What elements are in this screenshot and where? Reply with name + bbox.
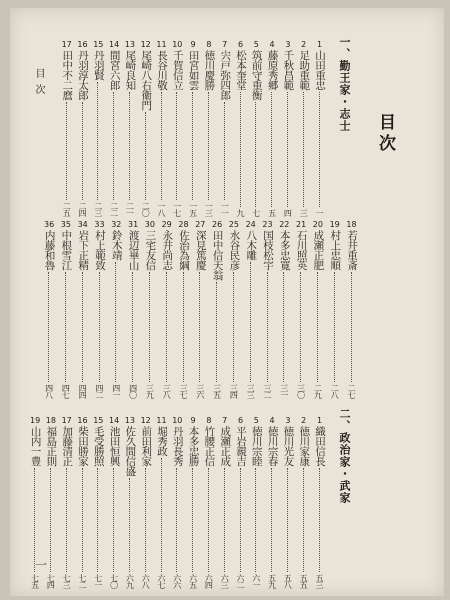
entry-number: 18 — [45, 416, 56, 425]
entry-number: 26 — [212, 220, 223, 229]
toc-entry[interactable] — [142, 220, 157, 398]
toc-entry[interactable] — [28, 416, 43, 588]
entry-name: 佐久間信盛 — [124, 426, 137, 476]
entry-name: 松本奎堂 — [235, 50, 247, 90]
entry-name: 中根雪江 — [60, 230, 73, 270]
entry-number: 3 — [285, 416, 291, 425]
dot-leader — [334, 272, 336, 382]
entry-page: 七〇 — [109, 574, 119, 588]
toc-entry[interactable] — [312, 40, 327, 216]
entry-name: 柴田勝家 — [77, 426, 89, 466]
dot-leader — [34, 468, 36, 572]
toc-entry[interactable] — [280, 416, 295, 588]
entry-number: 12 — [140, 40, 151, 49]
entry-name: 村上範致 — [94, 230, 106, 270]
dot-leader — [50, 468, 52, 572]
toc-entry[interactable] — [243, 220, 258, 398]
entry-page: 一一 — [220, 202, 230, 216]
page-number: 一 — [35, 558, 48, 572]
dot-leader — [319, 468, 321, 572]
toc-entry[interactable] — [58, 220, 73, 398]
entry-number: 17 — [61, 416, 72, 425]
entry-name: 鈴木靖 — [110, 230, 123, 260]
entry-page: 二三 — [93, 202, 103, 216]
entry-number: 8 — [206, 416, 212, 425]
toc-entry[interactable] — [75, 220, 90, 398]
toc-entry[interactable] — [75, 416, 90, 588]
dot-leader — [224, 468, 226, 572]
toc-entry[interactable] — [170, 40, 185, 216]
dot-leader — [176, 468, 178, 572]
entry-name: 徳川家康 — [298, 426, 311, 466]
toc-entry[interactable] — [154, 40, 169, 216]
entry-name: 藤原秀郷 — [266, 50, 279, 90]
entry-page: 六二 — [236, 574, 245, 588]
entry-name: 前田利家 — [140, 426, 153, 466]
entry-page: 三七 — [179, 384, 188, 398]
entry-name: 竹腰正信 — [203, 426, 216, 466]
entry-name: 永井尚志 — [161, 230, 174, 270]
entry-name: 佐治為綱 — [178, 230, 190, 270]
toc-entry[interactable] — [217, 416, 232, 588]
entry-name: 加藤清正 — [61, 426, 74, 466]
toc-page — [10, 8, 444, 596]
toc-entry[interactable] — [122, 416, 137, 588]
entry-page: 三五 — [212, 384, 222, 398]
dot-leader — [303, 468, 305, 572]
entry-name: 徳川宗睦 — [250, 426, 263, 466]
entry-page: 六八 — [141, 574, 151, 588]
toc-entry[interactable] — [233, 40, 248, 216]
entry-number: 4 — [269, 416, 275, 425]
entry-number: 29 — [161, 220, 172, 229]
entry-name: 千秋昌範 — [282, 50, 295, 90]
dot-leader — [255, 102, 257, 207]
toc-entry[interactable] — [265, 40, 280, 216]
entry-number: 31 — [128, 220, 139, 229]
entry-name: 尾崎八右衛門 — [140, 50, 153, 110]
dot-leader — [149, 272, 151, 382]
entry-number: 9 — [190, 416, 196, 425]
toc-entry[interactable] — [138, 416, 153, 588]
entry-number: 34 — [77, 220, 88, 229]
entry-number: 1 — [316, 416, 323, 425]
toc-entry[interactable] — [327, 220, 342, 398]
entry-page: 六九 — [125, 574, 135, 588]
dot-leader — [233, 272, 235, 382]
dot-leader — [300, 272, 302, 382]
entry-name: 織田信長 — [314, 426, 326, 466]
entry-page: 五五 — [299, 574, 309, 588]
entry-name: 間宮六郎 — [108, 50, 121, 90]
toc-entry[interactable] — [193, 220, 208, 398]
entry-number: 33 — [94, 220, 105, 229]
dot-leader — [283, 272, 285, 382]
toc-entry[interactable] — [226, 220, 241, 398]
entry-page: 二五 — [62, 202, 72, 216]
entry-number: 11 — [156, 416, 167, 425]
entry-page: 六四 — [204, 574, 214, 588]
entry-number: 10 — [172, 40, 183, 49]
entry-page: 六七 — [157, 574, 166, 588]
entry-name: 本多忠寛 — [278, 230, 291, 270]
dot-leader — [82, 102, 84, 200]
entry-number: 8 — [206, 40, 212, 49]
entry-page: 七四 — [46, 574, 56, 588]
toc-entry[interactable] — [91, 416, 106, 588]
entry-page: 三四 — [229, 384, 239, 398]
entry-name: 徳川慶勝 — [203, 50, 216, 90]
entry-page: 六三 — [220, 574, 230, 588]
entry-page: 一七 — [172, 202, 182, 216]
dot-leader — [271, 92, 273, 207]
dot-leader — [176, 92, 178, 200]
toc-entry[interactable] — [249, 40, 264, 216]
entry-page: 一 — [315, 209, 324, 216]
toc-entry[interactable] — [310, 220, 325, 398]
entry-number: 5 — [253, 416, 259, 425]
entry-name: 渡辺崋山 — [127, 230, 140, 270]
toc-entry[interactable] — [217, 40, 232, 216]
entry-number: 4 — [269, 40, 275, 49]
entry-page: 七五 — [30, 574, 40, 588]
dot-leader — [240, 468, 242, 572]
entry-page: 四八 — [44, 384, 54, 398]
dot-leader — [267, 272, 269, 382]
entry-number: 1 — [316, 40, 323, 49]
dot-leader — [319, 92, 321, 207]
dot-leader — [317, 272, 319, 382]
entry-number: 24 — [245, 220, 256, 229]
entry-name: 岩下正精 — [77, 230, 90, 270]
entry-page: 二二 — [109, 202, 119, 216]
entry-number: 19 — [329, 220, 340, 229]
dot-leader — [129, 92, 131, 200]
toc-entry[interactable] — [249, 416, 264, 588]
entry-name: 長谷川敬 — [156, 50, 168, 90]
entry-page: 四七 — [61, 384, 71, 398]
dot-leader — [99, 272, 101, 382]
entry-number: 3 — [285, 40, 291, 49]
entry-page: 三三 — [246, 384, 256, 398]
entry-name: 国枝松宇 — [262, 230, 274, 270]
toc-entry[interactable] — [344, 220, 359, 398]
entry-number: 15 — [93, 416, 104, 425]
entry-number: 9 — [190, 40, 196, 49]
entry-name: 堀秀政 — [156, 426, 168, 456]
entry-page: 二〇 — [141, 202, 151, 216]
entry-page: 四四 — [78, 384, 88, 398]
dot-leader — [97, 468, 99, 572]
entry-name: 平岩親吉 — [235, 426, 247, 466]
toc-entry[interactable] — [210, 220, 225, 398]
entry-page: 六六 — [172, 574, 182, 588]
toc-entry[interactable] — [277, 220, 292, 398]
dot-leader — [129, 478, 131, 572]
entry-name: 丹羽長秀 — [171, 426, 184, 466]
entry-page: 四一 — [111, 384, 121, 398]
entry-name: 水谷民彦 — [228, 230, 241, 270]
dot-leader — [287, 468, 289, 572]
section-heading: 一、勤王家・志士 — [338, 36, 351, 132]
entry-name: 千賀信立 — [171, 50, 184, 90]
entry-page: 五三 — [315, 574, 324, 588]
entry-page: 六一 — [251, 574, 261, 588]
entry-page: 三 — [299, 209, 309, 216]
toc-entry[interactable] — [186, 40, 201, 216]
toc-entry[interactable] — [294, 220, 309, 398]
entry-number: 13 — [124, 40, 135, 49]
entry-page: 七 — [251, 209, 261, 216]
dot-leader — [224, 102, 226, 200]
dot-leader — [183, 272, 185, 382]
entry-number: 18 — [346, 220, 357, 229]
section-heading: 二、政治家・武家 — [338, 408, 351, 504]
entry-name: 徳川宗春 — [266, 426, 279, 466]
entry-name: 毛受勝照 — [92, 426, 105, 466]
entry-page: 七三 — [62, 574, 72, 588]
entry-page: 七一 — [93, 574, 103, 588]
dot-leader — [113, 468, 115, 572]
entry-page: 五九 — [267, 574, 277, 588]
entry-name: 成瀬正成 — [219, 426, 232, 466]
toc-entry[interactable] — [75, 40, 90, 216]
entry-name: 深見篤慶 — [194, 230, 207, 270]
entry-page: 二一 — [125, 202, 135, 216]
entry-number: 28 — [178, 220, 189, 229]
toc-entry[interactable] — [43, 416, 58, 588]
entry-page: 五 — [267, 209, 277, 216]
entry-name: 石川照英 — [295, 230, 308, 270]
toc-entry[interactable] — [296, 416, 311, 588]
dot-leader — [351, 272, 353, 382]
toc-entry[interactable] — [154, 416, 169, 588]
entry-number: 11 — [156, 40, 167, 49]
entry-number: 12 — [140, 416, 151, 425]
entry-page: 三九 — [145, 384, 155, 398]
dot-leader — [208, 468, 210, 572]
dot-leader — [66, 102, 68, 200]
entry-number: 7 — [222, 40, 228, 49]
entry-page: 二七 — [347, 384, 356, 398]
dot-leader — [303, 92, 305, 207]
dot-leader — [240, 92, 242, 207]
entry-number: 5 — [253, 40, 259, 49]
toc-entry[interactable] — [92, 220, 107, 398]
entry-number: 16 — [77, 40, 88, 49]
toc-entry[interactable] — [122, 40, 137, 216]
entry-name: 三宅友信 — [144, 230, 157, 270]
dot-leader — [287, 92, 289, 207]
toc-entry[interactable] — [186, 416, 201, 588]
entry-number: 32 — [111, 220, 122, 229]
toc-entry[interactable] — [176, 220, 191, 398]
entry-page: 七二 — [78, 574, 87, 588]
entry-name: 山内一豊 — [29, 426, 42, 466]
entry-page: 四 — [283, 209, 293, 216]
toc-entry[interactable] — [126, 220, 141, 398]
toc-entry[interactable] — [260, 220, 275, 398]
dot-leader — [161, 458, 163, 572]
toc-entry[interactable] — [280, 40, 295, 216]
entry-name: 丹羽淳太郎 — [77, 50, 89, 100]
entry-name: 成瀬正肥 — [312, 230, 325, 270]
entry-number: 14 — [109, 40, 120, 49]
dot-leader — [271, 468, 273, 572]
entry-page: 五八 — [283, 574, 293, 588]
entry-number: 36 — [44, 220, 55, 229]
dot-leader — [208, 92, 210, 200]
toc-entry[interactable] — [107, 416, 122, 588]
entry-name: 筑前守重衡 — [250, 50, 263, 100]
entry-name: 丹羽賢 — [92, 50, 105, 80]
entry-page: 九 — [236, 209, 245, 216]
entry-number: 6 — [237, 40, 244, 49]
dot-leader — [199, 272, 201, 382]
entry-number: 27 — [195, 220, 206, 229]
entry-name: 田中不二麿 — [61, 50, 74, 100]
dot-leader — [192, 468, 194, 572]
toc-entry[interactable] — [201, 40, 216, 216]
dot-leader — [65, 272, 67, 382]
entry-name: 村上忠順 — [329, 230, 342, 270]
entry-number: 7 — [222, 416, 228, 425]
entry-page: 四二 — [95, 384, 104, 398]
entry-number: 2 — [301, 40, 307, 49]
toc-entry[interactable] — [59, 416, 74, 588]
entry-page: 一八 — [157, 202, 166, 216]
entry-number: 23 — [262, 220, 273, 229]
dot-leader — [82, 272, 84, 382]
entry-number: 21 — [296, 220, 307, 229]
entry-number: 22 — [279, 220, 290, 229]
entry-number: 20 — [312, 220, 323, 229]
dot-leader — [97, 82, 99, 200]
entry-page: 二八 — [330, 384, 340, 398]
toc-entry[interactable] — [91, 40, 106, 216]
entry-page: 二四 — [78, 202, 87, 216]
dot-leader — [250, 262, 252, 382]
toc-entry[interactable] — [159, 220, 174, 398]
toc-entry[interactable] — [265, 416, 280, 588]
dot-leader — [192, 92, 194, 200]
dot-leader — [145, 468, 147, 572]
entry-name: 足助重範 — [298, 50, 311, 90]
entry-name: 福島正則 — [45, 426, 58, 466]
toc-entry[interactable] — [59, 40, 74, 216]
entry-page: 一五 — [188, 202, 198, 216]
entry-number: 19 — [30, 416, 41, 425]
toc-entry[interactable] — [138, 40, 153, 216]
entry-page: 三二 — [263, 384, 272, 398]
entry-number: 35 — [60, 220, 71, 229]
dot-leader — [166, 272, 168, 382]
dot-leader — [113, 92, 115, 200]
toc-entry[interactable] — [107, 40, 122, 216]
entry-number: 6 — [237, 416, 244, 425]
entry-name: 本多忠勝 — [187, 426, 200, 466]
entry-name: 徳川光友 — [282, 426, 295, 466]
entry-name: 田中信天翁 — [211, 230, 224, 280]
dot-leader — [48, 272, 50, 382]
entry-name: 山田重忠 — [314, 50, 326, 90]
entry-name: 内藤和魯 — [43, 230, 56, 270]
toc-entry[interactable] — [312, 416, 327, 588]
entry-page: 三六 — [195, 384, 205, 398]
entry-name: 田宮如雲 — [187, 50, 200, 90]
toc-entry[interactable] — [201, 416, 216, 588]
entry-number: 30 — [144, 220, 155, 229]
entry-name: 尾崎良知 — [124, 50, 137, 90]
entry-name: 若井重斎 — [346, 230, 358, 270]
entry-page: 一三 — [204, 202, 214, 216]
dot-leader — [216, 282, 218, 382]
entry-name: 宍戸弥四郎 — [219, 50, 232, 100]
entry-page: 三八 — [162, 384, 172, 398]
entry-number: 25 — [228, 220, 239, 229]
dot-leader — [132, 272, 134, 382]
entry-page: 四〇 — [128, 384, 138, 398]
entry-page: 三〇 — [296, 384, 306, 398]
page-title: 目次 — [375, 113, 395, 155]
entry-number: 2 — [301, 416, 307, 425]
entry-number: 16 — [77, 416, 88, 425]
toc-entry[interactable] — [42, 220, 57, 398]
entry-name: 八木雕 — [245, 230, 258, 260]
entry-page: 二九 — [313, 384, 323, 398]
dot-leader — [161, 92, 163, 200]
toc-entry[interactable] — [109, 220, 124, 398]
entry-page: 六五 — [188, 574, 198, 588]
dot-leader — [255, 468, 257, 572]
entry-name: 池田恒興 — [108, 426, 121, 466]
dot-leader — [66, 468, 68, 572]
entry-number: 14 — [109, 416, 120, 425]
toc-entry[interactable] — [233, 416, 248, 588]
entry-number: 17 — [61, 40, 72, 49]
dot-leader — [145, 112, 147, 200]
dot-leader — [115, 262, 117, 382]
entry-number: 15 — [93, 40, 104, 49]
toc-entry[interactable] — [296, 40, 311, 216]
running-header: 目次 — [33, 68, 44, 100]
entry-page: 三一 — [279, 384, 289, 398]
dot-leader — [82, 468, 84, 572]
toc-entry[interactable] — [170, 416, 185, 588]
entry-number: 10 — [172, 416, 183, 425]
entry-number: 13 — [124, 416, 135, 425]
